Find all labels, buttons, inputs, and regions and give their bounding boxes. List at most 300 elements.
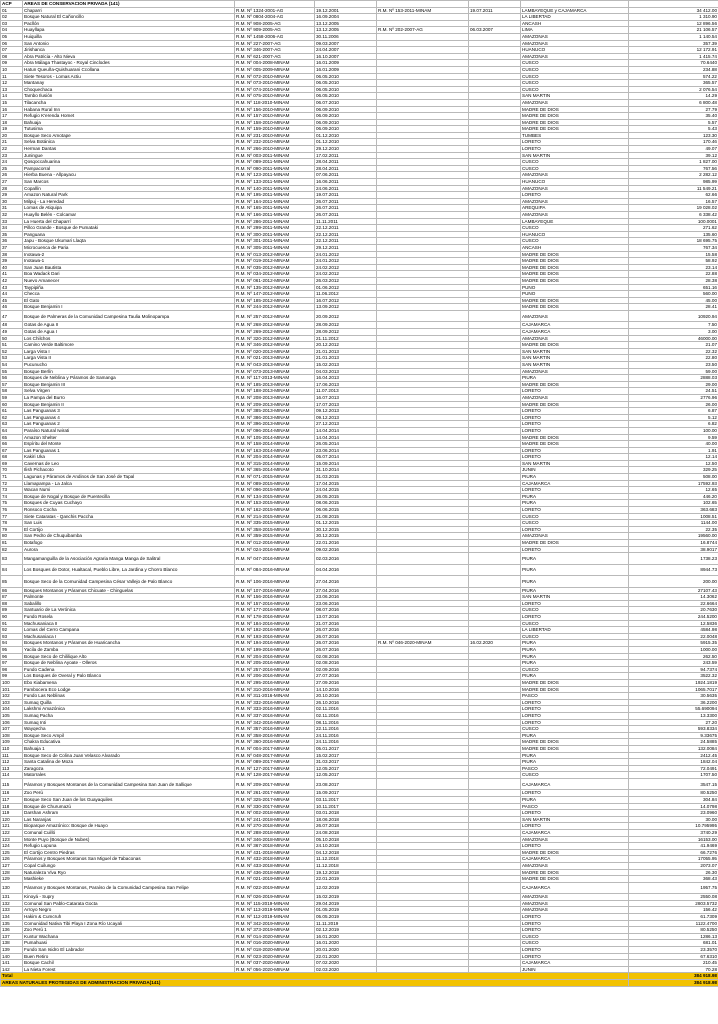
cell-area: 23.50: [629, 361, 718, 368]
cell-rm2: [377, 706, 469, 713]
cell-date2: [469, 953, 521, 960]
cell-area: 70.28: [629, 966, 718, 973]
cell-date1: 28.09.2012: [315, 329, 377, 336]
cell-date1: 23.06.2016: [315, 594, 377, 601]
cell-rm1: R.M. Nº 193-2016-MINAM: [235, 633, 315, 640]
cell-name: Ebo Kiabamena: [23, 680, 235, 687]
cell-rm2: [377, 291, 469, 298]
cell-rm1: R.M. Nº 003-2011-MINAM: [235, 152, 315, 159]
cell-date1: 31.03.2017: [315, 759, 377, 766]
cell-date2: [469, 546, 521, 553]
cell-date1: 16.01.2009: [315, 60, 377, 67]
cell-date1: 26.07.2016: [315, 627, 377, 634]
cell-rm2: [377, 139, 469, 146]
cell-date1: 29.12.2011: [315, 244, 377, 251]
cell-rm1: R.M. Nº 159-2010-MINAM: [235, 126, 315, 133]
cell-date2: [469, 146, 521, 153]
table-row: [1, 810, 718, 817]
cell-area: 3.00: [629, 329, 718, 336]
cell-rm1: R.M. Nº 269-2012-MINAM: [235, 329, 315, 336]
cell-rm2: [377, 869, 469, 876]
cell-date2: [469, 487, 521, 494]
cell-rm2: [377, 946, 469, 953]
cell-date2: 16.02.2020: [469, 640, 521, 647]
cell-num-col: 109: [1, 739, 23, 746]
cell-rm1: R.M. Nº 241-2018-MINAM: [235, 816, 315, 823]
cell-num-col: 13: [1, 86, 23, 93]
cell-area: 1.91: [629, 447, 718, 454]
cell-region: CUSCO: [521, 73, 629, 80]
cell-name: Copal Cuilungo: [23, 862, 235, 869]
cell-region: PIURA: [521, 653, 629, 660]
cell-name: Lagunas y Páramos de Andinos de San José de Tapal: [23, 474, 235, 481]
cell-date2: [469, 185, 521, 192]
cell-rm2: [377, 810, 469, 817]
cell-name: Chakra Educativa: [23, 739, 235, 746]
cell-date1: 17.07.2013: [315, 401, 377, 408]
table-row: [1, 179, 718, 186]
cell-region: MADRE DE DIOS: [521, 119, 629, 126]
cell-date2: [469, 653, 521, 660]
cell-num-col: 15: [1, 99, 23, 106]
table-row: [1, 882, 718, 894]
cell-date2: [469, 454, 521, 461]
cell-name: Lomas de Atiquipa: [23, 205, 235, 212]
cell-num-col: 139: [1, 946, 23, 953]
cell-rm1: R.M. Nº 165-2011-MINAM: [235, 205, 315, 212]
cell-date1: 16.07.2012: [315, 297, 377, 304]
cell-area: 3740.29: [629, 829, 718, 836]
table-row: [1, 576, 718, 588]
cell-rm2: [377, 856, 469, 863]
cell-region: TUMBES: [521, 132, 629, 139]
table-row: [1, 914, 718, 921]
cell-date1: 16.09.2004: [315, 14, 377, 21]
cell-rm2: [377, 587, 469, 594]
cell-date2: [469, 231, 521, 238]
cell-area: 574.22: [629, 73, 718, 80]
cell-date2: [469, 810, 521, 817]
cell-date1: 09.02.2016: [315, 546, 377, 553]
table-body: [1, 1, 718, 987]
cell-date1: 16.06.2011: [315, 179, 377, 186]
cell-num-col: 106: [1, 719, 23, 726]
cell-region: SAN MARTIN: [521, 355, 629, 362]
cell-region: PIURA: [521, 797, 629, 804]
cell-area: 22.6664: [629, 600, 718, 607]
cell-area: 1957.75: [629, 882, 718, 894]
cell-name: Comunal Cuilló: [23, 829, 235, 836]
cell-date2: 19.07.2011: [469, 7, 521, 14]
cell-num-col: 116: [1, 790, 23, 797]
cell-rm1: R.M. Nº 359-2015-MINAM: [235, 533, 315, 540]
cell-region: CUSCO: [521, 159, 629, 166]
cell-region: MADRE DE DIOS: [521, 686, 629, 693]
cell-region: CUSCO: [521, 238, 629, 245]
cell-date1: 14.04.2014: [315, 427, 377, 434]
cell-name: Sumaq Pacha: [23, 712, 235, 719]
cell-rm1: R.M. Nº 156-2010-MINAM: [235, 106, 315, 113]
cell-num-col: 108: [1, 732, 23, 739]
cell-name: Arroyo Negro: [23, 907, 235, 914]
cell-num-col: 136: [1, 927, 23, 934]
cell-date1: 06.09.2010: [315, 126, 377, 133]
cell-num-col: 84: [1, 564, 23, 576]
cell-region: CUSCO: [521, 620, 629, 627]
cell-region: LORETO: [521, 139, 629, 146]
table-row: [1, 152, 718, 159]
cell-region: CUSCO: [521, 165, 629, 172]
cell-rm2: [377, 238, 469, 245]
cell-rm2: [377, 823, 469, 830]
cell-name: Cavernas de Leo: [23, 460, 235, 467]
cell-name: Herman Dantas: [23, 146, 235, 153]
cell-name: Japu - Bosque Ukumari Llaqta: [23, 238, 235, 245]
cell-name: Copallín: [23, 185, 235, 192]
cell-name: Matorrales: [23, 772, 235, 779]
cell-num-col: 121: [1, 823, 23, 830]
cell-rm2: [377, 633, 469, 640]
cell-rm2: [377, 126, 469, 133]
cell-num-col: 85: [1, 576, 23, 588]
cell-num-col: 08: [1, 53, 23, 60]
cell-area: 651.16: [629, 284, 718, 291]
cell-rm1: R.M. Nº 163-2014-MINAM: [235, 447, 315, 454]
cell-date1: 21.01.2013: [315, 348, 377, 355]
cell-date2: [469, 778, 521, 790]
cell-rm2: [377, 66, 469, 73]
cell-num-col: 110: [1, 745, 23, 752]
table-row: [1, 627, 718, 634]
cell-rm1: R.M. Nº 090-2011-MINAM: [235, 165, 315, 172]
cell-date2: [469, 381, 521, 388]
cell-name: Las Naranjas: [23, 816, 235, 823]
cell-date1: 02.08.2016: [315, 653, 377, 660]
cell-rm1: R.M. Nº 020-2013-MINAM: [235, 348, 315, 355]
cell-rm1: R.M. Nº 021-2019-MINAM: [235, 876, 315, 883]
cell-region: MADRE DE DIOS: [521, 258, 629, 265]
cell-region: CAJAMARCA: [521, 480, 629, 487]
cell-name: Bosques de Neblina y Páramos de Samanga: [23, 375, 235, 382]
cell-date1: 15.09.2017: [315, 790, 377, 797]
cell-area: 18 695.75: [629, 238, 718, 245]
cell-date2: [469, 310, 521, 322]
cell-region: SAN MARTIN: [521, 152, 629, 159]
cell-date2: [469, 93, 521, 100]
cell-date2: [469, 752, 521, 759]
table-row: [1, 900, 718, 907]
cell-rm2: [377, 752, 469, 759]
cell-num-col: 03: [1, 20, 23, 27]
cell-region: CUSCO: [521, 60, 629, 67]
cell-region: CUSCO: [521, 772, 629, 779]
cell-region: LORETO: [521, 920, 629, 927]
cell-rm1: R.M. Nº 192-2016-MINAM: [235, 627, 315, 634]
cell-date2: [469, 99, 521, 106]
cell-rm1: R.M. Nº 261-2017-MINAM: [235, 790, 315, 797]
cell-date2: [469, 540, 521, 547]
cell-area: 59.00: [629, 368, 718, 375]
cell-num-col: 45: [1, 297, 23, 304]
cell-date1: 21.07.2016: [315, 620, 377, 627]
cell-region: PIURA: [521, 660, 629, 667]
cell-name: Kinoyá - Supry: [23, 894, 235, 901]
table-row: [1, 816, 718, 823]
cell-rm1: R.M. Nº 357-2016-MINAM: [235, 726, 315, 733]
cell-num-col: 39: [1, 258, 23, 265]
cell-rm1: R.M. Nº 089-2017-MINAM: [235, 759, 315, 766]
cell-area: 19 028.02: [629, 205, 718, 212]
cell-date2: [469, 60, 521, 67]
cell-num-col: 133: [1, 907, 23, 914]
cell-rm2: [377, 381, 469, 388]
table-row: [1, 361, 718, 368]
table-row: [1, 258, 718, 265]
table-row: [1, 427, 718, 434]
cell-date1: 24.02.2012: [315, 264, 377, 271]
cell-date2: [469, 304, 521, 311]
cell-rm1: R.M. Nº 147-2012-MINAM: [235, 291, 315, 298]
cell-date1: 26.05.2014: [315, 441, 377, 448]
cell-name: Jirishanca: [23, 47, 235, 54]
cell-rm1: R.M. Nº 432-2018-MINAM: [235, 856, 315, 863]
table-row: [1, 726, 718, 733]
cell-region: CUSCO: [521, 80, 629, 87]
cell-rm2: [377, 739, 469, 746]
cell-area: 5915.35: [629, 640, 718, 647]
cell-date2: [469, 441, 521, 448]
table-row: [1, 790, 718, 797]
cell-area: 55.690094: [629, 706, 718, 713]
cell-area: 20.7630: [629, 607, 718, 614]
cell-area: 1122.4700: [629, 920, 718, 927]
cell-area: 5.57: [629, 119, 718, 126]
cell-date2: [469, 564, 521, 576]
cell-area: 46000.00: [629, 335, 718, 342]
cell-rm2: [377, 454, 469, 461]
cell-rm2: [377, 165, 469, 172]
cell-area: 39.12: [629, 152, 718, 159]
cell-date2: [469, 212, 521, 219]
cell-region: PIURA: [521, 673, 629, 680]
cell-num-col: 73: [1, 487, 23, 494]
cell-date2: [469, 876, 521, 883]
table-row: [1, 594, 718, 601]
cell-rm2: [377, 553, 469, 565]
cell-area: 22.0048: [629, 633, 718, 640]
cell-rm1: R.M. Nº 305-2011-MINAM: [235, 244, 315, 251]
cell-region: AMAZONAS: [521, 394, 629, 401]
cell-rm2: [377, 368, 469, 375]
table-row: [1, 474, 718, 481]
cell-date2: [469, 620, 521, 627]
cell-region: AMAZONAS: [521, 198, 629, 205]
cell-num-col: 127: [1, 862, 23, 869]
cell-num-col: 60: [1, 401, 23, 408]
cell-date1: 04.03.2013: [315, 368, 377, 375]
cell-region: MADRE DE DIOS: [521, 113, 629, 120]
cell-rm2: [377, 212, 469, 219]
cell-area: 3522.32: [629, 673, 718, 680]
cell-area: 304.84: [629, 797, 718, 804]
cell-date1: 16.01.2020: [315, 933, 377, 940]
cell-region: AMAZONAS: [521, 212, 629, 219]
cell-area: 681.01: [629, 940, 718, 947]
cell-rm2: [377, 86, 469, 93]
cell-rm1: R.M. Nº 342-2019-MINAM: [235, 920, 315, 927]
cell-num-col: 79: [1, 526, 23, 533]
cell-rm2: [377, 388, 469, 395]
cell-region: MADRE DE DIOS: [521, 304, 629, 311]
cell-rm2: [377, 907, 469, 914]
cell-num-col: 94: [1, 640, 23, 647]
cell-area: 41.9469: [629, 843, 718, 850]
cell-name: Fundo Cadena: [23, 666, 235, 673]
cell-num-col: 32: [1, 212, 23, 219]
cell-area: 5.43: [629, 126, 718, 133]
cell-date1: 26.03.2012: [315, 277, 377, 284]
cell-date1: 26.07.2011: [315, 205, 377, 212]
cell-rm2: [377, 329, 469, 336]
cell-date2: [469, 375, 521, 382]
cell-num-col: 77: [1, 513, 23, 520]
cell-rm1: R.M. Nº 204-2016-MINAM: [235, 653, 315, 660]
cell-area: 1924.1819: [629, 680, 718, 687]
cell-area: 16153.00: [629, 836, 718, 843]
cell-area: 14.0798: [629, 803, 718, 810]
cell-rm2: [377, 80, 469, 87]
cell-num-col: 20: [1, 132, 23, 139]
table-row: [1, 394, 718, 401]
cell-num-col: 17: [1, 113, 23, 120]
table-row: [1, 894, 718, 901]
cell-area: 560.00: [629, 291, 718, 298]
cell-num-col: 89: [1, 607, 23, 614]
cell-num-col: 59: [1, 394, 23, 401]
cell-name: Bosques Montanos y Páramos Chicuate - Chinguelas: [23, 587, 235, 594]
cell-region: LIMA: [521, 27, 629, 34]
cell-date2: [469, 394, 521, 401]
cell-region: MADRE DE DIOS: [521, 271, 629, 278]
cell-date1: 11.06.2012: [315, 291, 377, 298]
cell-date2: [469, 914, 521, 921]
cell-date1: 11.12.2018: [315, 862, 377, 869]
cell-area: 70.6440: [629, 60, 718, 67]
cell-name: Fundo Las Neblinas: [23, 693, 235, 700]
footer-row-label: AREAS NATURALES PROTEGIDAS DE ADMINISTRACION PRIVADA(141): [1, 979, 629, 986]
cell-num-col: 111: [1, 752, 23, 759]
cell-date2: [469, 284, 521, 291]
cell-date2: [469, 772, 521, 779]
cell-date1: 16.10.2007: [315, 53, 377, 60]
cell-num-col: 12: [1, 80, 23, 87]
cell-num-col: 131: [1, 894, 23, 901]
cell-name: Bosque Seco Amotape: [23, 132, 235, 139]
cell-date2: [469, 823, 521, 830]
cell-date1: 07.06.2011: [315, 172, 377, 179]
cell-rm1: R.M. Nº 436-2018-MINAM: [235, 869, 315, 876]
cell-date1: 01.05.2019: [315, 907, 377, 914]
cell-region: AMAZONAS: [521, 900, 629, 907]
cell-date1: 09.12.2013: [315, 408, 377, 415]
table-row: [1, 876, 718, 883]
cell-region: LORETO: [521, 699, 629, 706]
cell-rm1: R.M. Nº 002-2018-MINAM: [235, 810, 315, 817]
cell-name: Wayqecha: [23, 726, 235, 733]
cell-region: LORETO: [521, 414, 629, 421]
table-row: [1, 946, 718, 953]
cell-area: 30.5635: [629, 693, 718, 700]
cell-rm1: R.M. Nº 022-2019-MINAM: [235, 882, 315, 894]
table-row: [1, 745, 718, 752]
cell-num-col: 52: [1, 348, 23, 355]
cell-region: MADRE DE DIOS: [521, 342, 629, 349]
cell-area: 1144.00: [629, 520, 718, 527]
cell-date1: 26.07.2018: [315, 823, 377, 830]
cell-region: LORETO: [521, 712, 629, 719]
cell-area: 100.00: [629, 427, 718, 434]
cell-date2: [469, 152, 521, 159]
cell-area: 1 140.54: [629, 33, 718, 40]
cell-name: Camino Verde Baltimore: [23, 342, 235, 349]
cell-date2: [469, 40, 521, 47]
cell-num-col: 36: [1, 238, 23, 245]
table-row: [1, 27, 718, 34]
cell-rm2: [377, 803, 469, 810]
cell-date2: [469, 251, 521, 258]
cell-rm2: [377, 244, 469, 251]
cell-region: LORETO: [521, 953, 629, 960]
table-row: [1, 927, 718, 934]
cell-rm2: [377, 680, 469, 687]
table-row: [1, 778, 718, 790]
cell-date2: [469, 816, 521, 823]
cell-region: PIURA: [521, 640, 629, 647]
cell-region: LORETO: [521, 526, 629, 533]
table-row: [1, 447, 718, 454]
cell-date1: 19.12.2001: [315, 7, 377, 14]
cell-name: Inotawa-2: [23, 251, 235, 258]
cell-rm2: [377, 627, 469, 634]
cell-area: 22.80: [629, 355, 718, 362]
cell-num-col: 34: [1, 225, 23, 232]
cell-date1: 29.04.2019: [315, 900, 377, 907]
cell-rm1: R.M. Nº 018-2020-MINAM: [235, 946, 315, 953]
cell-date2: [469, 500, 521, 507]
cell-date1: 22.12.2011: [315, 238, 377, 245]
cell-area: 14.29: [629, 93, 718, 100]
cell-region: MADRE DE DIOS: [521, 739, 629, 746]
cell-date1: 26.07.2016: [315, 640, 377, 647]
cell-name: Checca: [23, 291, 235, 298]
cell-name: Darshan Ashram: [23, 810, 235, 817]
cell-rm1: R.M. Nº 320-2012-MINAM: [235, 335, 315, 342]
table-row: [1, 244, 718, 251]
cell-rm2: [377, 933, 469, 940]
cell-date2: [469, 460, 521, 467]
cell-area: 23.3570: [629, 946, 718, 953]
table-row: [1, 920, 718, 927]
cell-name: Bahuaja 1: [23, 745, 235, 752]
cell-rm1: R.M. Nº 123-2011-MINAM: [235, 172, 315, 179]
cell-area: 156.42: [629, 907, 718, 914]
cell-area: 66.7276: [629, 849, 718, 856]
table-row: [1, 849, 718, 856]
cell-rm2: [377, 33, 469, 40]
table-row: [1, 460, 718, 467]
cell-date2: [469, 467, 521, 474]
cell-rm1: R.M. Nº 346-2012-MINAM: [235, 342, 315, 349]
